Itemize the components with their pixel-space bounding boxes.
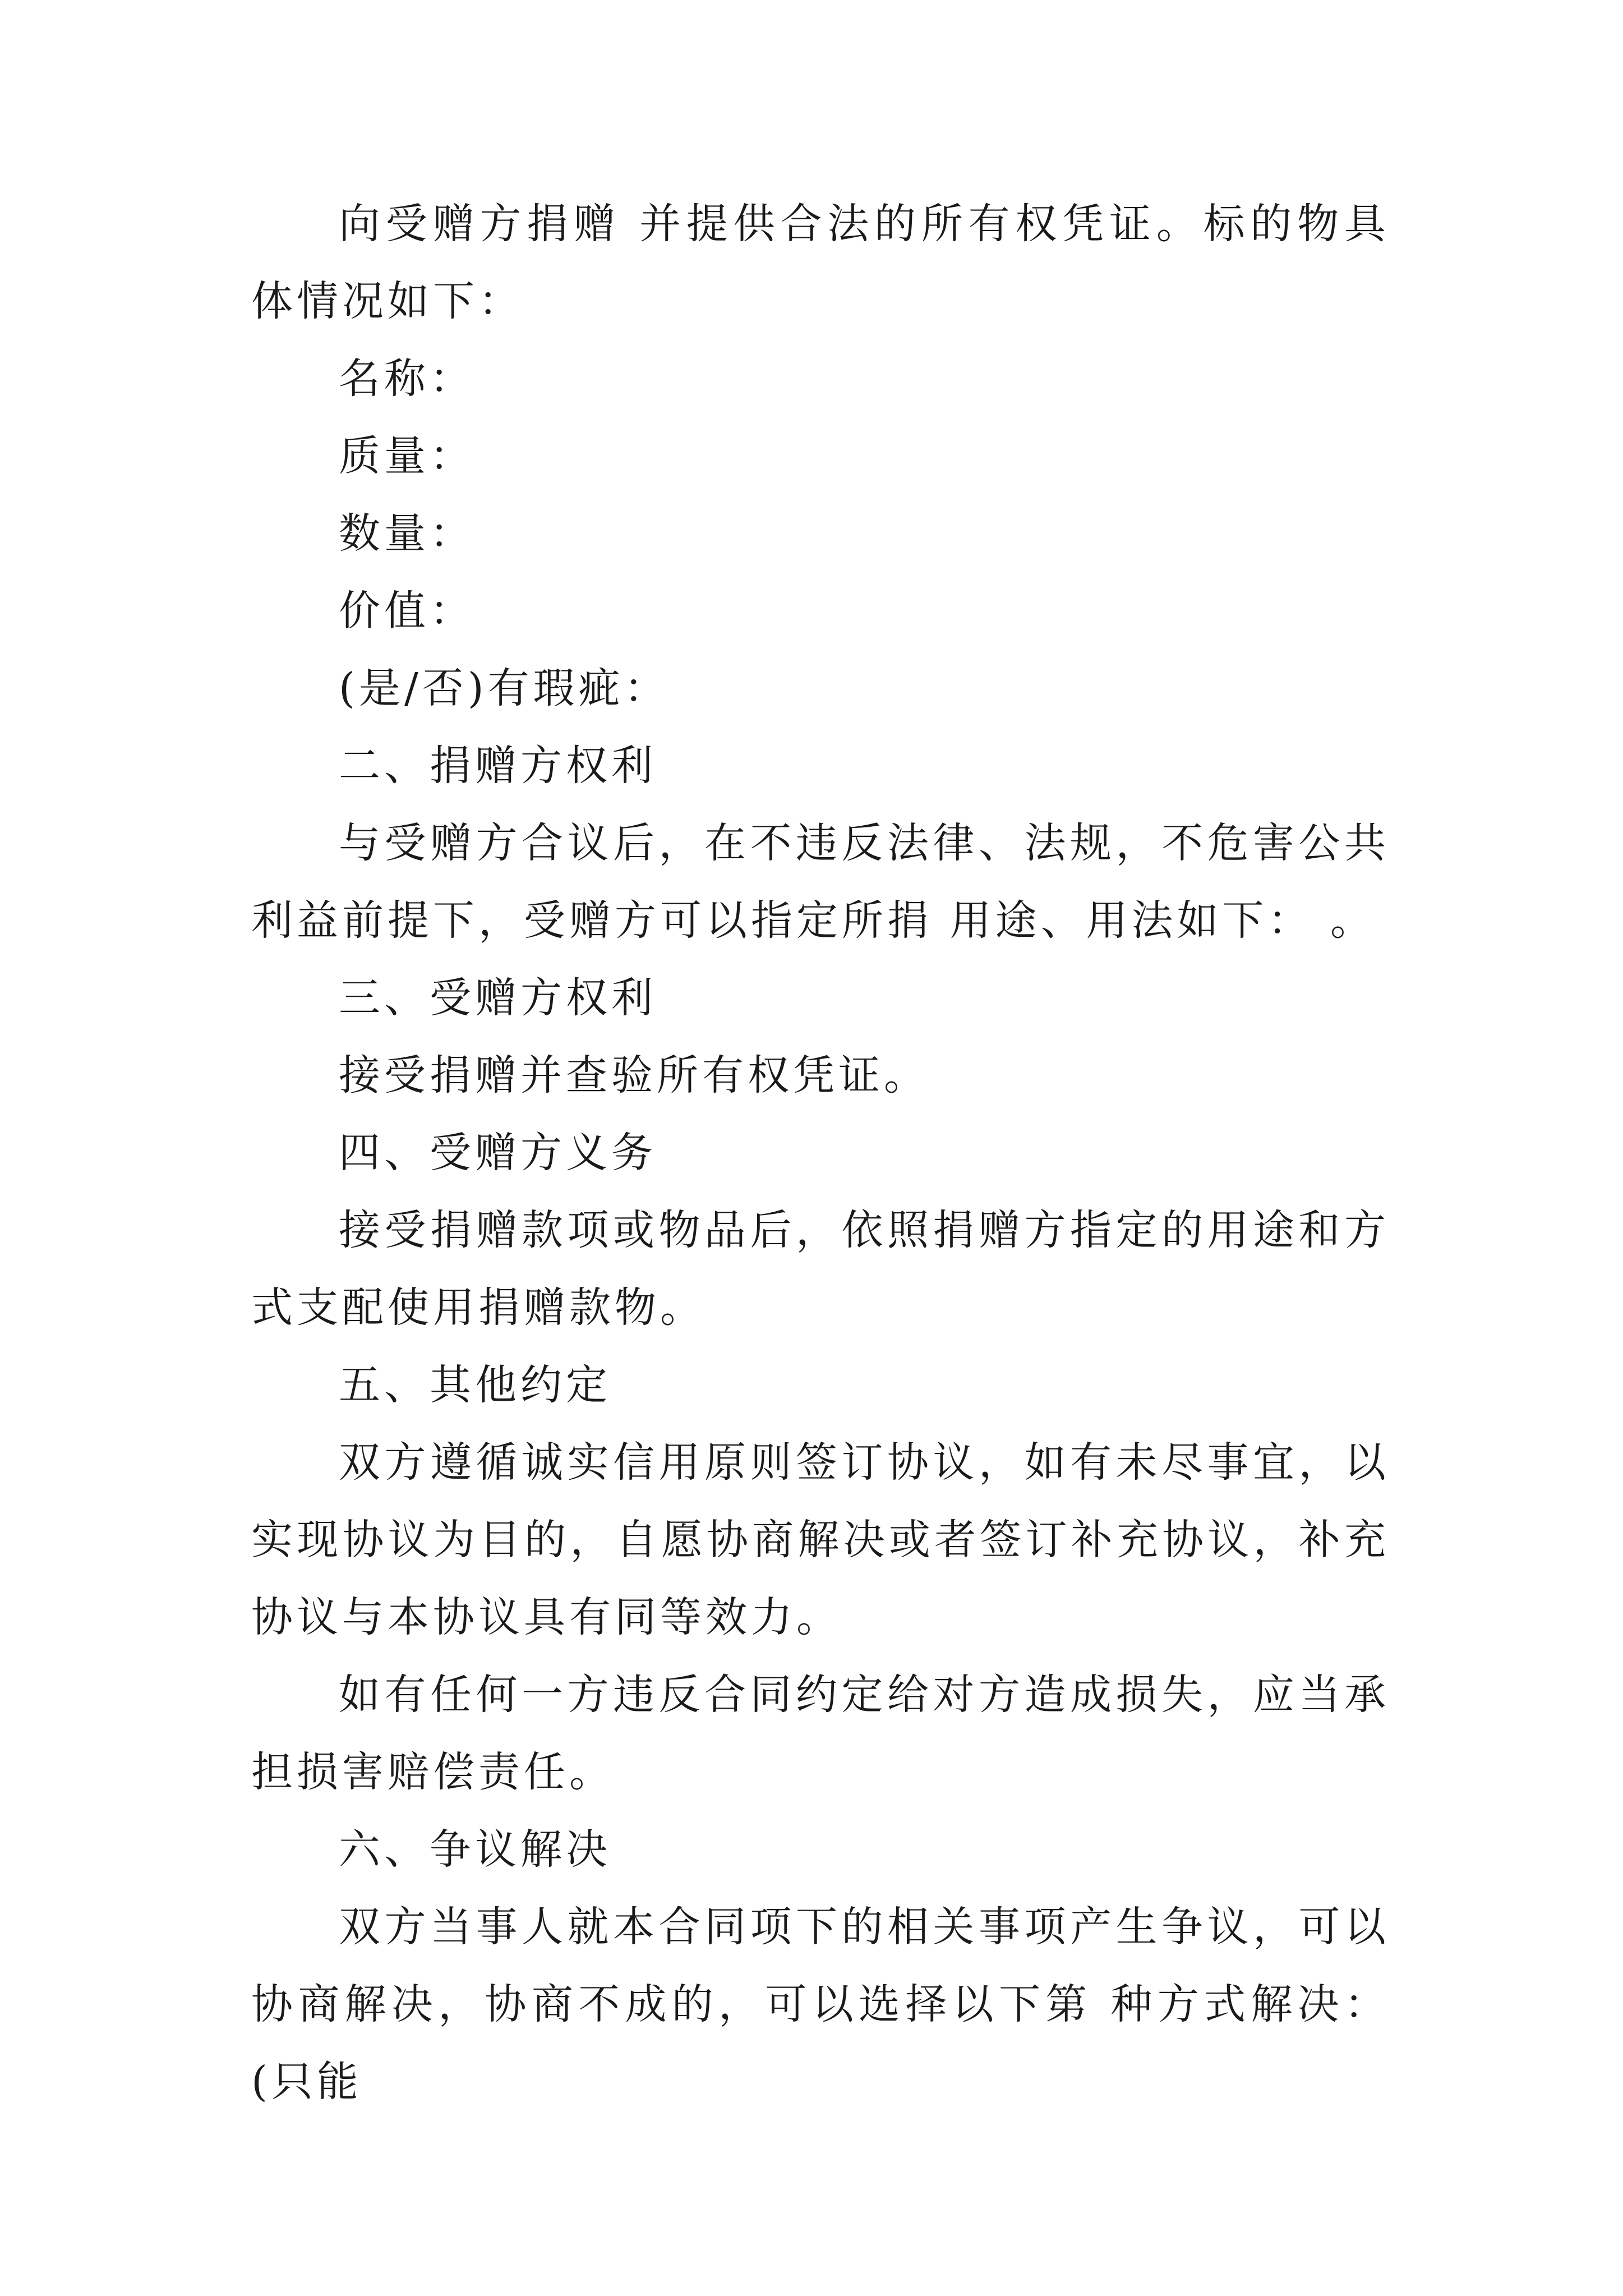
section-heading-donee-rights: 三、受赠方权利 (339, 974, 657, 1022)
field-quantity: 数量： (339, 509, 475, 558)
document-body (251, 185, 1390, 2120)
field-name: 名称： (339, 355, 475, 403)
paragraph-donee-obligations: 接受捐赠款项或物品后，依照捐赠方指定的用途和方式支配使用捐赠款物。 (251, 1206, 1390, 1332)
field-defect: (是/否)有瑕疵： (339, 664, 670, 712)
paragraph-donor-rights: 与受赠方合议后，在不违反法律、法规，不危害公共利益前提下，受赠方可以指定所捐 用途、用法如下： 。 (251, 819, 1390, 945)
field-value: 价值： (339, 587, 475, 635)
paragraph-donee-rights: 接受捐赠并查验所有权凭证。 (339, 1051, 929, 1099)
section-heading-other-terms: 五、其他约定 (339, 1361, 611, 1409)
section-heading-donee-obligations: 四、受赠方义务 (339, 1129, 657, 1177)
field-quality: 质量： (339, 432, 475, 480)
paragraph-donation-intro: 向受赠方捐赠 并提供合法的所有权凭证。标的物具体情况如下： (251, 200, 1390, 325)
paragraph-dispute-resolution: 双方当事人就本合同项下的相关事项产生争议，可以协商解决，协商不成的，可以选择以下第 种方式解决：(只能 (251, 1903, 1390, 2106)
paragraph-liability: 如有任何一方违反合同约定给对方造成损失，应当承担损害赔偿责任。 (251, 1671, 1390, 1796)
section-heading-donor-rights: 二、捐赠方权利 (339, 742, 657, 790)
section-heading-dispute-resolution: 六、争议解决 (339, 1825, 611, 1874)
paragraph-good-faith: 双方遵循诚实信用原则签订协议，如有未尽事宜，以实现协议为目的，自愿协商解决或者签订补充协议，补充协议与本协议具有同等效力。 (251, 1438, 1390, 1641)
